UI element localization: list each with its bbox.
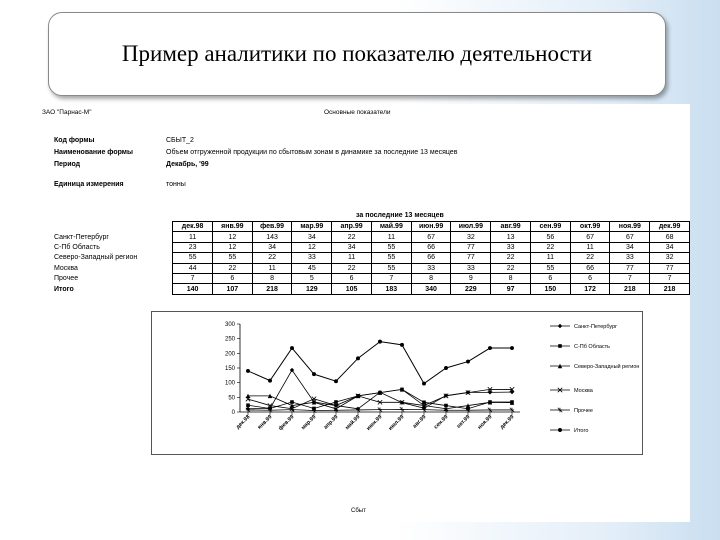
x-tick-label: сен.99 [433, 414, 450, 431]
table-cell: 7 [610, 273, 650, 283]
table-cell: 32 [451, 232, 491, 242]
table-cell: 105 [332, 284, 372, 294]
legend-label: Прочее [574, 408, 593, 414]
meta-label-form-name: Наименование формы [54, 149, 133, 156]
table-cell: 11 [371, 232, 411, 242]
col-header: дек.99 [650, 222, 690, 232]
y-tick-label: 200 [224, 351, 235, 358]
col-header: окт.99 [570, 222, 610, 232]
table-cell: 11 [530, 253, 570, 263]
col-header: июн.99 [411, 222, 451, 232]
table-cell: 66 [411, 242, 451, 252]
table-cell: 77 [451, 242, 491, 252]
data-point [444, 366, 448, 370]
table-cell: 8 [491, 273, 531, 283]
table-cell: 44 [173, 263, 213, 273]
table-cell: 77 [650, 263, 690, 273]
x-tick-label: ноя.99 [476, 414, 494, 431]
table-cell: 6 [212, 273, 252, 283]
table-cell: 33 [451, 263, 491, 273]
data-point [378, 407, 382, 411]
meta-value-form-code: СБЫТ_2 [166, 137, 194, 144]
table-cell: 11 [173, 232, 213, 242]
col-header: май.99 [371, 222, 411, 232]
data-point [400, 343, 404, 347]
chart-frame [151, 311, 643, 455]
slide-title: Пример аналитики по показателю деятельности [121, 41, 593, 66]
table-cell: 9 [451, 273, 491, 283]
table-cell: 32 [650, 253, 690, 263]
table-cell: 55 [371, 242, 411, 252]
table-row [54, 263, 690, 273]
y-tick-label: 300 [224, 322, 235, 328]
y-tick-label: 100 [224, 380, 235, 387]
table-cell: 183 [371, 284, 411, 294]
x-tick-label: мар.99 [300, 414, 318, 432]
data-point [488, 346, 492, 350]
data-point [510, 346, 514, 350]
meta-value-period: Декабрь, '99 [166, 161, 209, 168]
table-row [54, 242, 690, 252]
company-name: ЗАО "Парнас-М" [42, 109, 92, 116]
data-point [400, 407, 404, 411]
data-point [312, 372, 316, 376]
row-label: Москва [54, 264, 78, 272]
table-cell: 6 [570, 273, 610, 283]
table-cell: 67 [610, 232, 650, 242]
data-point [268, 379, 272, 383]
x-tick-label: фев.99 [277, 414, 296, 432]
data-point [378, 340, 382, 344]
y-tick-label: 0 [231, 410, 235, 416]
table-cell: 22 [212, 263, 252, 273]
col-header: мар.99 [292, 222, 332, 232]
table-cell: 33 [610, 253, 650, 263]
data-point [422, 382, 426, 386]
table-cell: 55 [173, 253, 213, 263]
data-point [334, 379, 338, 383]
slide-title-box [48, 12, 666, 96]
table-cell: 55 [371, 263, 411, 273]
legend-marker [558, 324, 562, 328]
table-cell: 12 [212, 242, 252, 252]
table-cell: 55 [371, 253, 411, 263]
table-cell: 33 [411, 263, 451, 273]
table-cell: 22 [332, 232, 372, 242]
table-cell: 172 [570, 284, 610, 294]
meta-label-unit: Единица измерения [54, 181, 124, 188]
table-cell: 77 [451, 253, 491, 263]
y-tick-label: 250 [224, 336, 235, 343]
table-cell: 55 [212, 253, 252, 263]
x-tick-label: апр.99 [322, 414, 340, 431]
line-chart [152, 312, 642, 454]
table-cell: 11 [252, 263, 292, 273]
col-header: янв.99 [212, 222, 252, 232]
table-cell: 22 [491, 253, 531, 263]
table-cell: 143 [252, 232, 292, 242]
row-label: С-Пб Область [54, 243, 100, 251]
table-cell: 45 [292, 263, 332, 273]
data-point [290, 400, 294, 404]
table-cell: 22 [570, 253, 610, 263]
table-cell: 11 [570, 242, 610, 252]
table-row [54, 273, 690, 283]
table-cell: 7 [650, 273, 690, 283]
table-row [54, 232, 690, 242]
legend-label: Северо-Западный регион [574, 364, 640, 370]
row-label: Итого [54, 285, 74, 293]
table-cell: 34 [252, 242, 292, 252]
meta-value-form-name: Объем отгруженной продукции по сбытовым зонам в динамике за последние 13 месяцев [166, 149, 458, 156]
table-row [54, 253, 690, 263]
col-header: авг.99 [491, 222, 531, 232]
table-cell: 56 [530, 232, 570, 242]
table-cell: 23 [173, 242, 213, 252]
table-caption: за последние 13 месяцев [356, 212, 444, 219]
legend-label: Москва [574, 388, 593, 394]
table-cell: 8 [252, 273, 292, 283]
col-header: апр.99 [332, 222, 372, 232]
legend-label: Итого [574, 428, 589, 434]
data-point [356, 356, 360, 360]
y-tick-label: 50 [228, 395, 235, 402]
table-cell: 22 [332, 263, 372, 273]
legend-label: Санкт-Петербург [574, 324, 618, 330]
data-point [246, 369, 250, 373]
table-cell: 77 [610, 263, 650, 273]
table-cell: 34 [292, 232, 332, 242]
table-cell: 218 [650, 284, 690, 294]
x-tick-label: авг.99 [411, 414, 428, 430]
table-cell: 129 [292, 284, 332, 294]
meta-label-form-code: Код формы [54, 137, 95, 144]
table-cell: 12 [292, 242, 332, 252]
table-cell: 55 [530, 263, 570, 273]
table-cell: 107 [212, 284, 252, 294]
x-tick-label: май.99 [344, 414, 362, 432]
table-cell: 140 [173, 284, 213, 294]
table-cell: 340 [411, 284, 451, 294]
table-cell: 34 [332, 242, 372, 252]
table-cell: 150 [530, 284, 570, 294]
data-point [466, 360, 470, 364]
legend-marker [558, 428, 562, 432]
table-cell: 7 [173, 273, 213, 283]
table-cell: 218 [252, 284, 292, 294]
table-cell: 67 [570, 232, 610, 242]
table-cell: 22 [252, 253, 292, 263]
x-tick-label: дек.99 [499, 414, 516, 431]
table-cell: 13 [491, 232, 531, 242]
y-tick-label: 150 [224, 366, 235, 372]
x-tick-label: янв.99 [256, 414, 274, 431]
table-cell: 8 [411, 273, 451, 283]
table-cell: 33 [292, 253, 332, 263]
data-point [246, 403, 250, 407]
x-tick-label: июл.99 [387, 414, 406, 432]
row-label: Санкт-Петербург [54, 233, 109, 241]
table-cell: 11 [332, 253, 372, 263]
report-document [36, 104, 690, 522]
col-header: дек.98 [173, 222, 213, 232]
table-corner [54, 222, 173, 232]
chart-footer: Сбыт [351, 508, 366, 514]
table-cell: 68 [650, 232, 690, 242]
col-header: июл.99 [451, 222, 491, 232]
table-cell: 34 [610, 242, 650, 252]
col-header: фев.99 [252, 222, 292, 232]
table-cell: 22 [530, 242, 570, 252]
meta-value-unit: тонны [166, 181, 186, 188]
table-cell: 7 [371, 273, 411, 283]
table-cell: 218 [610, 284, 650, 294]
table-cell: 12 [212, 232, 252, 242]
table-cell: 33 [491, 242, 531, 252]
data-point [488, 408, 492, 412]
x-tick-label: июн.99 [365, 414, 384, 432]
x-tick-label: окт.99 [455, 414, 472, 430]
legend-marker [558, 408, 562, 412]
table-cell: 6 [332, 273, 372, 283]
data-point [290, 346, 294, 350]
table-cell: 229 [451, 284, 491, 294]
col-header: сен.99 [530, 222, 570, 232]
table-cell: 66 [570, 263, 610, 273]
table-cell: 34 [650, 242, 690, 252]
table-cell: 67 [411, 232, 451, 242]
table-cell: 6 [530, 273, 570, 283]
data-table [54, 221, 690, 295]
table-cell: 5 [292, 273, 332, 283]
table-header-row [54, 222, 690, 232]
table-row [54, 284, 690, 294]
table-cell: 22 [491, 263, 531, 273]
col-header: ноя.99 [610, 222, 650, 232]
row-label: Прочее [54, 275, 79, 283]
data-point [334, 400, 338, 404]
report-title: Основные показатели [324, 109, 391, 116]
legend-label: С-Пб Область [574, 344, 611, 350]
data-point [510, 408, 514, 412]
legend-marker [558, 344, 562, 348]
meta-label-period: Период [54, 161, 81, 168]
row-label: Северо-Западный регион [54, 254, 138, 262]
table-cell: 66 [411, 253, 451, 263]
x-tick-label: дек.98 [235, 414, 252, 431]
table-cell: 97 [491, 284, 531, 294]
